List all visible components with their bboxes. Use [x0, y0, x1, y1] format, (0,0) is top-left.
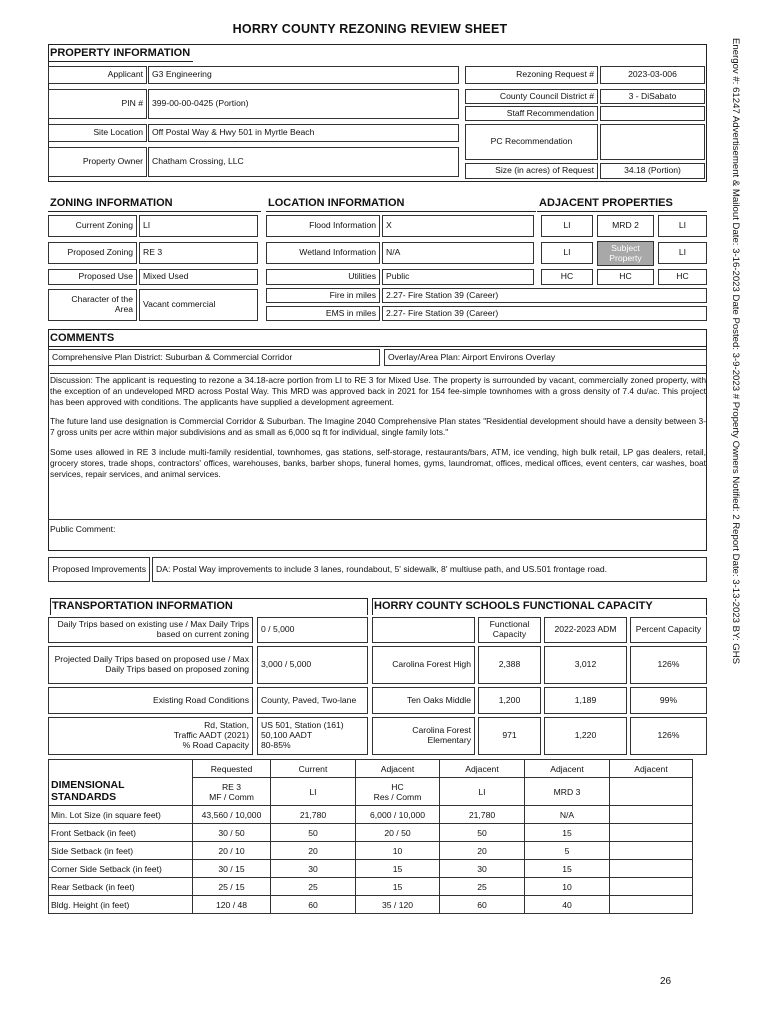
dim-cell [610, 806, 693, 824]
dim-row-label: Side Setback (in feet) [49, 842, 193, 860]
dim-cell: N/A [525, 806, 610, 824]
adjacent-header: ADJACENT PROPERTIES [539, 197, 673, 209]
discussion-paragraph-2: The future land use designation is Commercial Corridor & Suburban. The Imagine 2040 Comprehensive Plan states "Residential development should have a density between 3-7 gross units per acre within major subdivisions and as small as 6,000 sq ft for individual, single family lots." [50, 416, 706, 438]
dim-row-label: Front Setback (in feet) [49, 824, 193, 842]
school-name-1: Carolina Forest High [372, 646, 475, 684]
size-label: Size (in acres) of Request [465, 163, 598, 179]
school-percent-1: 126% [630, 646, 707, 684]
traffic-label-line-2: Traffic AADT (2021) [173, 730, 249, 741]
dim-cell: 10 [525, 878, 610, 896]
dim-sub-head-4: LI [440, 778, 525, 806]
school-percent-3: 126% [630, 717, 707, 755]
dim-row-label: Min. Lot Size (in square feet) [49, 806, 193, 824]
dim-col-head-4: Adjacent [440, 760, 525, 778]
flood-label: Flood Information [266, 215, 380, 237]
dim-sub-head-6 [610, 778, 693, 806]
public-comment-label: Public Comment: [50, 524, 116, 534]
projected-trips-value: 3,000 / 5,000 [257, 646, 368, 684]
daily-trips-value: 0 / 5,000 [257, 617, 368, 643]
comments-header-underline [48, 346, 707, 347]
dim-sub-head-1: RE 3 MF / Comm [193, 778, 271, 806]
dim-sub-head-5: MRD 3 [525, 778, 610, 806]
dim-row-label: Corner Side Setback (in feet) [49, 860, 193, 878]
dim-cell: 50 [440, 824, 525, 842]
school-adm-3: 1,220 [544, 717, 627, 755]
dim-cell: 15 [525, 824, 610, 842]
zoning-header-underline [48, 211, 261, 212]
fire-label: Fire in miles [266, 288, 380, 303]
dim-cell [610, 878, 693, 896]
adjacent-r2-left: LI [541, 242, 593, 264]
property-header-underline [48, 61, 193, 62]
fire-value: 2.27- Fire Station 39 (Career) [382, 288, 707, 303]
dim-cell [610, 842, 693, 860]
dim-col-head-2: Current [271, 760, 356, 778]
dim-col-head-5: Adjacent [525, 760, 610, 778]
school-adm-2: 1,189 [544, 687, 627, 714]
school-adm-1: 3,012 [544, 646, 627, 684]
traffic-value-line-2: 50,100 AADT [261, 730, 313, 741]
dim-cell: 21,780 [440, 806, 525, 824]
traffic-label [48, 717, 253, 755]
site-label: Site Location [48, 124, 147, 142]
dim-cell: 60 [440, 896, 525, 914]
dim-cell [610, 824, 693, 842]
traffic-label-line-1: Rd, Station, [204, 720, 249, 731]
location-header: LOCATION INFORMATION [268, 197, 405, 209]
page-title: HORRY COUNTY REZONING REVIEW SHEET [232, 22, 508, 36]
staff-label: Staff Recommendation [465, 106, 598, 121]
dim-sub-head-2: LI [271, 778, 356, 806]
school-percent-2: 99% [630, 687, 707, 714]
schools-blank-head [372, 617, 475, 643]
pin-value: 399-00-00-0425 (Portion) [148, 89, 459, 119]
proposed-zoning-value: RE 3 [139, 242, 258, 264]
dim-cell: 10 [356, 842, 440, 860]
side-note [729, 38, 741, 758]
dim-cell: 120 / 48 [193, 896, 271, 914]
dim-cell: 25 / 15 [193, 878, 271, 896]
dim-cell: 15 [356, 860, 440, 878]
district-value: 3 - DiSabato [600, 89, 705, 104]
adjacent-header-underline [537, 211, 707, 212]
dim-cell: 6,000 / 10,000 [356, 806, 440, 824]
dim-cell: 50 [271, 824, 356, 842]
dim-cell: 21,780 [271, 806, 356, 824]
road-conditions-value: County, Paved, Two-lane [257, 687, 368, 714]
transportation-header: TRANSPORTATION INFORMATION [50, 598, 368, 615]
percent-capacity-head: Percent Capacity [630, 617, 707, 643]
dim-cell: 20 [440, 842, 525, 860]
dim-cell [610, 860, 693, 878]
daily-trips-label: Daily Trips based on existing use / Max Daily Trips based on current zoning [48, 617, 253, 643]
rezoning-label: Rezoning Request # [465, 66, 598, 84]
dimensional-table [48, 759, 693, 914]
dim-sub-head-3: HC Res / Comm [356, 778, 440, 806]
side-note-text: Energov #: 61247 Advertisement & Mailout Date: 3-16-2023 Date Posted: 3-9-2023 # Property Owners Notified: 2 Report Date: 3-13-2023 BY: GHS [730, 38, 741, 665]
school-name-2: Ten Oaks Middle [372, 687, 475, 714]
discussion-paragraph-3: Some uses allowed in RE 3 include multi-family residential, townhomes, gas stations, self-storage, restaurants/bars, ATM, ice vending, high bulk retail, LP gas dealers, retail, grocery stores, trade shops, contractors' offices, warehouses, banks, barber shops, funeral homes, gyms, laundromat, offices, medical offices, event centers, car washes, boat services, repair services, and animal services. [50, 446, 706, 479]
improvements-label: Proposed Improvements [48, 557, 150, 582]
dim-cell: 25 [440, 878, 525, 896]
traffic-value-line-1: US 501, Station (161) [261, 720, 344, 731]
adjacent-r1-left: LI [541, 215, 593, 237]
dim-cell [610, 896, 693, 914]
projected-trips-label: Projected Daily Trips based on proposed use / Max Daily Trips based on proposed zoning [48, 646, 253, 684]
functional-capacity-head: Functional Capacity [478, 617, 541, 643]
overlay-area-plan: Overlay/Area Plan: Airport Environs Overlay [384, 349, 707, 366]
pin-label: PIN # [48, 89, 147, 119]
schools-header: HORRY COUNTY SCHOOLS FUNCTIONAL CAPACITY [372, 598, 707, 615]
pc-label: PC Recommendation [465, 124, 598, 160]
adjacent-r1-mid: MRD 2 [597, 215, 654, 237]
comp-plan-district: Comprehensive Plan District: Suburban & Commercial Corridor [48, 349, 380, 366]
dim-row-corner-setback [49, 860, 693, 878]
applicant-value: G3 Engineering [148, 66, 459, 84]
proposed-use-label: Proposed Use [48, 269, 137, 285]
utilities-label: Utilities [266, 269, 380, 285]
staff-value [600, 106, 705, 121]
site-value: Off Postal Way & Hwy 501 in Myrtle Beach [148, 124, 459, 142]
discussion-block [50, 373, 706, 518]
dim-cell: 43,560 / 10,000 [193, 806, 271, 824]
dim-col-head-1: Requested [193, 760, 271, 778]
dim-col-head-6: Adjacent [610, 760, 693, 778]
dim-cell: 35 / 120 [356, 896, 440, 914]
dim-cell: 20 / 50 [356, 824, 440, 842]
dim-cell: 30 / 50 [193, 824, 271, 842]
school-capacity-2: 1,200 [478, 687, 541, 714]
dim-row-height [49, 896, 693, 914]
dim-row-lot-size [49, 806, 693, 824]
property-header: PROPERTY INFORMATION [50, 47, 191, 59]
owner-label: Property Owner [48, 147, 147, 177]
location-header-underline [266, 211, 536, 212]
traffic-value [257, 717, 368, 755]
dim-cell: 20 / 10 [193, 842, 271, 860]
dimensional-header-text: DIMENSIONAL STANDARDS [51, 779, 125, 803]
proposed-use-value: Mixed Used [139, 269, 258, 285]
dim-cell: 15 [525, 860, 610, 878]
adjacent-r2-right: LI [658, 242, 707, 264]
current-zoning-value: LI [139, 215, 258, 237]
traffic-value-line-3: 80-85% [261, 739, 291, 750]
current-zoning-label: Current Zoning [48, 215, 137, 237]
comments-header: COMMENTS [50, 332, 115, 344]
public-comment-box [48, 519, 707, 551]
dim-row-rear-setback [49, 878, 693, 896]
subject-property-cell: Subject Property [597, 241, 654, 266]
ems-label: EMS in miles [266, 306, 380, 321]
dimensional-standards [48, 759, 693, 914]
dim-row-front-setback [49, 824, 693, 842]
road-conditions-label: Existing Road Conditions [48, 687, 253, 714]
applicant-label: Applicant [48, 66, 147, 84]
dim-cell: 30 / 15 [193, 860, 271, 878]
proposed-zoning-label: Proposed Zoning [48, 242, 137, 264]
adjacent-r1-right: LI [658, 215, 707, 237]
dim-cell: 30 [440, 860, 525, 878]
dim-col-head-3: Adjacent [356, 760, 440, 778]
wetland-value: N/A [382, 242, 534, 264]
school-capacity-3: 971 [478, 717, 541, 755]
character-label: Character of the Area [48, 289, 137, 321]
wetland-label: Wetland Information [266, 242, 380, 264]
size-value: 34.18 (Portion) [600, 163, 705, 179]
dim-cell: 20 [271, 842, 356, 860]
discussion-paragraph-1: Discussion: The applicant is requesting to rezone a 34.18-acre portion from LI to RE 3 for Mixed Use. The property is surrounded by vacant, commercially zoned property, with the exception of an undeveloped MRD across Postal Way. This MRD was approved back in 2021 for 154 fee-simple townhomes with a gross density of 7.4 du/ac. This project has been approved with conditions. The applicants have supplied a development agreement. [50, 375, 706, 407]
district-label: County Council District # [465, 89, 598, 104]
adjacent-r3-left: HC [541, 269, 593, 285]
character-value: Vacant commercial [139, 289, 258, 321]
utilities-value: Public [382, 269, 534, 285]
traffic-label-line-3: % Road Capacity [182, 739, 249, 750]
dim-row-side-setback [49, 842, 693, 860]
pc-value [600, 124, 705, 160]
ems-value: 2.27- Fire Station 39 (Career) [382, 306, 707, 321]
dimensional-header [49, 760, 193, 806]
rezoning-value: 2023-03-006 [600, 66, 705, 84]
dim-cell: 5 [525, 842, 610, 860]
owner-value: Chatham Crossing, LLC [148, 147, 459, 177]
adjacent-r3-mid: HC [597, 269, 654, 285]
dim-cell: 60 [271, 896, 356, 914]
flood-value: X [382, 215, 534, 237]
dim-row-label: Rear Setback (in feet) [49, 878, 193, 896]
adm-head: 2022-2023 ADM [544, 617, 627, 643]
dim-cell: 40 [525, 896, 610, 914]
school-capacity-1: 2,388 [478, 646, 541, 684]
school-name-3: Carolina Forest Elementary [372, 717, 475, 755]
dim-cell: 30 [271, 860, 356, 878]
improvements-value: DA: Postal Way improvements to include 3 lanes, roundabout, 5' sidewalk, 8' multiuse path, and US.501 frontage road. [152, 557, 707, 582]
zoning-header: ZONING INFORMATION [50, 197, 173, 209]
page-number: 26 [660, 976, 672, 987]
adjacent-r3-right: HC [658, 269, 707, 285]
dim-row-label: Bldg. Height (in feet) [49, 896, 193, 914]
dim-cell: 25 [271, 878, 356, 896]
dim-cell: 15 [356, 878, 440, 896]
